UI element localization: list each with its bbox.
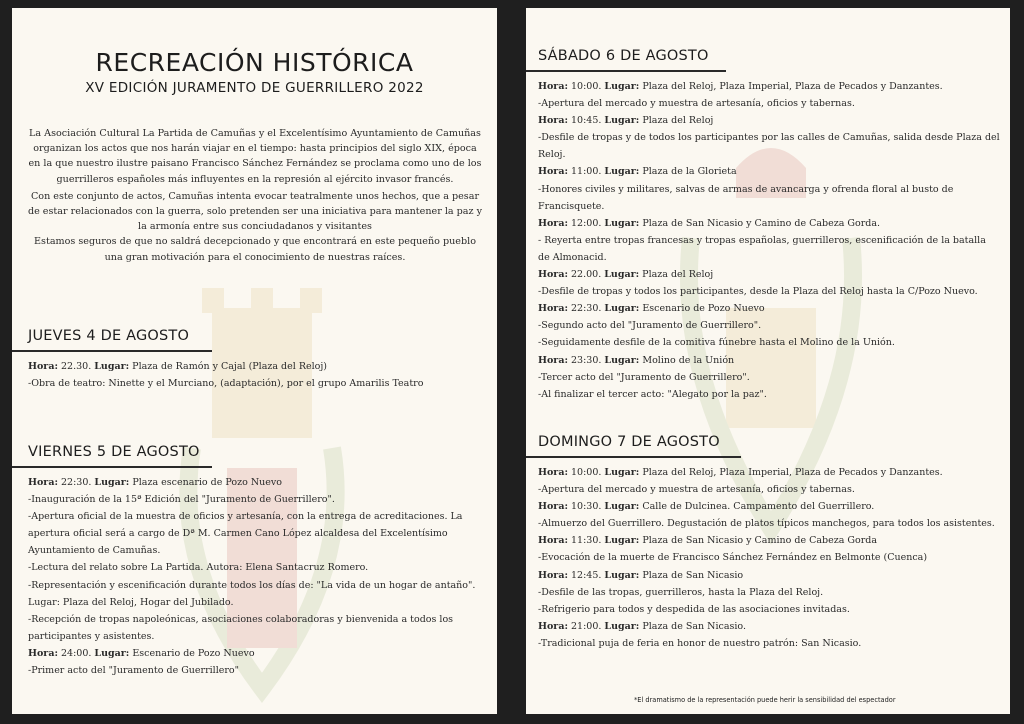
lugar-label: Lugar: — [604, 620, 640, 632]
time-value: 23:30. — [567, 354, 605, 366]
time-value: 22.30. — [57, 361, 95, 372]
schedule-description: -Desfile de tropas y de todos los participantes por las calles de Camuñas, salida desde Plaza del Reloj. — [538, 132, 1000, 161]
lugar-label: Lugar: — [94, 361, 130, 372]
place-value: Plaza de San Nicasio y Camino de Cabeza Gorda. — [639, 217, 881, 229]
schedule-description: -Recepción de tropas napoleónicas, asociaciones colaboradoras y bienvenida a todos los participantes y asistentes. — [28, 613, 454, 642]
schedule-description: -Desfile de tropas y todos los participantes, desde la Plaza del Reloj hasta la C/Pozo Nuevo. — [538, 286, 978, 298]
place-value: Plaza de San Nicasio — [639, 569, 744, 581]
schedule-description: -Primer acto del "Juramento de Guerrillero" — [28, 665, 239, 677]
schedule-time-place — [28, 645, 483, 662]
hora-label: Hora: — [538, 217, 568, 229]
intro-paragraph: Con este conjunto de actos, Camuñas intenta evocar teatralmente unos hechos, que a pesar de estar relacionados con la guerra, solo pretenden ser una iniciativa para mantener la paz y la armonía entre sus conciudadanos y visitantes — [27, 190, 483, 233]
section-heading-viernes: VIERNES 5 DE AGOSTO — [28, 444, 200, 460]
place-value: Plaza del Reloj — [639, 115, 714, 127]
schedule-description: - Reyerta entre tropas francesas y tropas españolas, guerrilleros, escenificación de la batalla de Almonacid. — [538, 234, 986, 263]
place-value: Plaza del Reloj, Plaza Imperial, Plaza de Pecados y Danzantes. — [639, 467, 943, 478]
schedule-time-place — [538, 532, 1000, 549]
time-value: 22:30. — [57, 477, 95, 488]
section-heading-sabado: SÁBADO 6 DE AGOSTO — [538, 48, 709, 64]
lugar-label: Lugar: — [604, 217, 640, 229]
place-value: Plaza del Reloj, Plaza Imperial, Plaza de Pecados y Danzantes. — [639, 81, 943, 92]
hora-label: Hora: — [538, 166, 568, 178]
hora-label: Hora: — [28, 647, 58, 659]
hora-label: Hora: — [538, 354, 568, 366]
place-value: Escenario de Pozo Nuevo — [129, 647, 255, 659]
schedule-viernes — [28, 474, 483, 679]
lugar-label: Lugar: — [604, 269, 640, 281]
schedule-description: -Obra de teatro: Ninette y el Murciano, (adaptación), por el grupo Amarilis Teatro — [28, 378, 424, 390]
hora-label: Hora: — [538, 303, 568, 315]
schedule-description: -Apertura del mercado y muestra de artesanía, oficios y tabernas. — [538, 484, 855, 496]
lugar-label: Lugar: — [94, 647, 130, 659]
page-title: RECREACIÓN HISTÓRICA — [95, 48, 414, 77]
schedule-description: -Tradicional puja de feria en honor de nuestro patrón: San Nicasio. — [538, 637, 862, 649]
time-value: 24:00. — [57, 647, 95, 659]
hora-label: Hora: — [28, 477, 58, 488]
schedule-description: -Refrigerio para todos y despedida de las asociaciones invitadas. — [538, 603, 850, 615]
hora-label: Hora: — [538, 569, 568, 581]
heading-underline — [526, 456, 741, 458]
lugar-label: Lugar: — [604, 81, 640, 92]
schedule-time-place — [28, 474, 483, 491]
time-value: 10:45. — [567, 115, 605, 127]
schedule-time-place — [538, 352, 1000, 369]
schedule-description: -Segundo acto del "Juramento de Guerrillero". — [538, 320, 762, 332]
schedule-description: -Apertura oficial de la muestra de oficios y artesanía, con la entrega de acreditaciones. La apertura oficial será a cargo de Dª M. Carmen Cano López alcaldesa del Excelentísimo Ayuntamiento de Camuñas. — [28, 511, 463, 557]
hora-label: Hora: — [538, 501, 568, 513]
schedule-description: -Evocación de la muerte de Francisco Sánchez Fernández en Belmonte (Cuenca) — [538, 552, 928, 564]
time-value: 10:30. — [567, 501, 605, 513]
lugar-label: Lugar: — [604, 115, 640, 127]
place-value: Plaza de San Nicasio. — [639, 620, 746, 632]
lugar-label: Lugar: — [94, 477, 130, 488]
place-value: Plaza de la Glorieta — [639, 166, 737, 178]
schedule-time-place — [538, 464, 1000, 481]
schedule-description: -Apertura del mercado y muestra de artesanía, oficios y tabernas. — [538, 98, 855, 110]
section-heading-domingo: DOMINGO 7 DE AGOSTO — [538, 434, 720, 450]
schedule-time-place — [538, 498, 1000, 515]
lugar-label: Lugar: — [604, 535, 640, 547]
section-heading-jueves: JUEVES 4 DE AGOSTO — [28, 328, 190, 344]
schedule-jueves — [28, 358, 483, 392]
heading-underline — [12, 466, 212, 468]
page-subtitle: XV EDICIÓN JURAMENTO DE GUERRILLERO 2022 — [85, 80, 424, 96]
lugar-label: Lugar: — [604, 166, 640, 178]
time-value: 10:00. — [567, 81, 605, 92]
time-value: 12:00. — [567, 217, 605, 229]
schedule-sabado — [538, 78, 1000, 403]
time-value: 12:45. — [567, 569, 605, 581]
schedule-description: -Seguidamente desfile de la comitiva fúnebre hasta el Molino de la Unión. — [538, 337, 895, 349]
hora-label: Hora: — [538, 467, 568, 478]
schedule-time-place — [538, 163, 1000, 180]
footnote: *El dramatismo de la representación puede herir la sensibilidad del espectador — [634, 696, 896, 704]
time-value: 11:00. — [567, 166, 605, 178]
schedule-time-place — [538, 112, 1000, 129]
schedule-domingo — [538, 464, 1000, 652]
hora-label: Hora: — [538, 269, 568, 281]
lugar-label: Lugar: — [604, 354, 640, 366]
schedule-time-place — [28, 358, 483, 375]
place-value: Calle de Dulcinea. Campamento del Guerrillero. — [639, 501, 875, 513]
schedule-description: -Al finalizar el tercer acto: "Alegato por la paz". — [538, 388, 767, 400]
schedule-time-place — [538, 78, 1000, 95]
schedule-description: -Honores civiles y militares, salvas de armas de avancarga y ofrenda floral al busto de Francisquete. — [538, 183, 954, 212]
place-value: Plaza escenario de Pozo Nuevo — [129, 477, 283, 488]
place-value: Plaza del Reloj — [639, 269, 714, 281]
hora-label: Hora: — [538, 115, 568, 127]
place-value: Escenario de Pozo Nuevo — [639, 303, 765, 315]
right-page — [526, 8, 1010, 714]
schedule-time-place — [538, 300, 1000, 317]
hora-label: Hora: — [28, 361, 58, 372]
schedule-description: -Representación y escenificación durante todos los días de: "La vida de un hogar de antaño". Lugar: Plaza del Reloj, Hogar del Jubilado. — [28, 579, 476, 608]
hora-label: Hora: — [538, 81, 568, 92]
time-value: 11:30. — [567, 535, 605, 547]
time-value: 22.00. — [567, 269, 605, 281]
hora-label: Hora: — [538, 620, 568, 632]
schedule-time-place — [538, 266, 1000, 283]
schedule-description: -Inauguración de la 15ª Edición del "Juramento de Guerrillero". — [28, 494, 335, 506]
intro-paragraph: La Asociación Cultural La Partida de Camuñas y el Excelentísimo Ayuntamiento de Camuñas organizan los actos que nos harán viajar en el tiempo: hasta principios del siglo XIX, época en la que nuestro ilustre paisano Francisco Sánchez Fernández se proclama como uno de los guerrilleros españoles más influyentes en la represión al ejército invasor francés. — [28, 128, 482, 185]
schedule-time-place — [538, 215, 1000, 232]
schedule-description: -Lectura del relato sobre La Partida. Autora: Elena Santacruz Romero. — [28, 562, 369, 574]
time-value: 21:00. — [567, 620, 605, 632]
heading-underline — [12, 350, 212, 352]
schedule-time-place — [538, 618, 1000, 635]
lugar-label: Lugar: — [604, 467, 640, 478]
hora-label: Hora: — [538, 535, 568, 547]
place-value: Molino de la Unión — [639, 354, 735, 366]
schedule-description: -Desfile de las tropas, guerrilleros, hasta la Plaza del Reloj. — [538, 586, 824, 598]
schedule-time-place — [538, 567, 1000, 584]
schedule-description: -Tercer acto del "Juramento de Guerrillero". — [538, 371, 750, 383]
lugar-label: Lugar: — [604, 303, 640, 315]
time-value: 22:30. — [567, 303, 605, 315]
place-value: Plaza de Ramón y Cajal (Plaza del Reloj) — [129, 361, 328, 372]
lugar-label: Lugar: — [604, 501, 640, 513]
intro-paragraph: Estamos seguros de que no saldrá decepcionado y que encontrará en este pequeño pueblo una gran motivación para el conocimiento de nuestras raíces. — [34, 236, 476, 263]
schedule-description: -Almuerzo del Guerrillero. Degustación de platos típicos manchegos, para todos los asistentes. — [538, 518, 995, 530]
time-value: 10:00. — [567, 467, 605, 478]
place-value: Plaza de San Nicasio y Camino de Cabeza Gorda — [639, 535, 878, 547]
intro-text — [26, 126, 484, 265]
lugar-label: Lugar: — [604, 569, 640, 581]
left-page — [12, 8, 497, 714]
heading-underline — [526, 70, 726, 72]
